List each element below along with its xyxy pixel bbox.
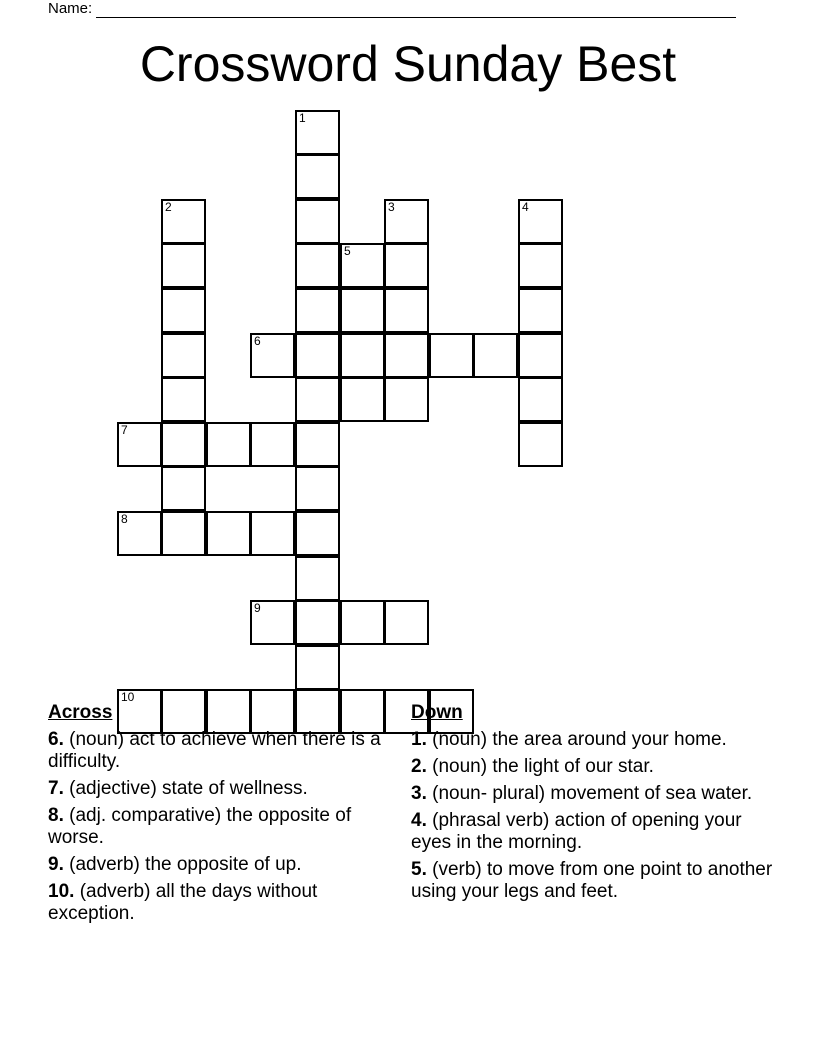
clue-number: 7.: [48, 778, 64, 799]
grid-cell[interactable]: [161, 288, 206, 333]
grid-cell[interactable]: [295, 333, 340, 378]
grid-cell[interactable]: [429, 333, 474, 378]
clue-number-label: 4: [522, 200, 529, 214]
clue-number: 3.: [411, 783, 427, 804]
grid-cell[interactable]: [250, 600, 295, 645]
grid-cell[interactable]: [161, 377, 206, 422]
grid-cell[interactable]: [340, 377, 385, 422]
clue-number: 9.: [48, 854, 64, 875]
grid-cell[interactable]: [161, 333, 206, 378]
grid-cell[interactable]: [384, 288, 429, 333]
grid-cell[interactable]: [206, 422, 251, 467]
grid-cell[interactable]: [295, 556, 340, 601]
grid-cell[interactable]: [473, 333, 518, 378]
clue-down-5: [411, 859, 781, 903]
grid-cell[interactable]: [295, 511, 340, 556]
grid-cell[interactable]: [295, 199, 340, 244]
clue-number: 1.: [411, 729, 427, 750]
clue-text: (adverb) the opposite of up.: [63, 854, 302, 875]
clue-number-label: 3: [388, 200, 395, 214]
clue-number-label: 2: [165, 200, 172, 214]
clue-across-6: [48, 729, 388, 773]
clue-text: (adverb) all the days without exception.: [48, 881, 318, 924]
clue-number-label: 6: [254, 334, 261, 348]
clue-number-label: 1: [299, 111, 306, 125]
grid-cell[interactable]: [384, 243, 429, 288]
clue-number: 2.: [411, 756, 427, 777]
grid-cell[interactable]: [295, 645, 340, 690]
across-heading: Across: [48, 702, 113, 723]
grid-cell[interactable]: [340, 333, 385, 378]
clue-across-9: [48, 854, 388, 876]
clue-across-7: [48, 778, 388, 800]
clue-number: 6.: [48, 729, 64, 750]
grid-cell[interactable]: [295, 288, 340, 333]
clue-number: 4.: [411, 810, 427, 831]
grid-cell[interactable]: [384, 600, 429, 645]
clue-number: 5.: [411, 859, 427, 880]
clue-number-label: 9: [254, 601, 261, 615]
clue-text: (noun) act to achieve when there is a difficulty.: [48, 729, 381, 772]
grid-cell[interactable]: [384, 377, 429, 422]
clue-down-3: [411, 783, 781, 805]
clue-number: 8.: [48, 805, 64, 826]
grid-cell[interactable]: [295, 110, 340, 155]
down-heading: Down: [411, 702, 463, 723]
grid-cell[interactable]: [295, 600, 340, 645]
clue-text: (noun- plural) movement of sea water.: [426, 783, 753, 804]
clue-text: (verb) to move from one point to another using your legs and feet.: [411, 859, 773, 902]
grid-cell[interactable]: [340, 288, 385, 333]
grid-cell[interactable]: [518, 422, 563, 467]
grid-cell[interactable]: [250, 333, 295, 378]
grid-cell[interactable]: [518, 333, 563, 378]
clue-down-4: [411, 810, 781, 854]
clue-number: 10.: [48, 881, 75, 902]
grid-cell[interactable]: [518, 199, 563, 244]
clue-across-8: [48, 805, 388, 849]
across-clues: [48, 702, 388, 930]
grid-cell[interactable]: [161, 243, 206, 288]
grid-cell[interactable]: [384, 333, 429, 378]
name-label: Name:: [48, 0, 93, 17]
clue-text: (adjective) state of wellness.: [63, 778, 308, 799]
clue-text: (adj. comparative) the opposite of worse.: [48, 805, 352, 848]
clue-down-1: [411, 729, 781, 751]
grid-cell[interactable]: [117, 422, 162, 467]
grid-cell[interactable]: [161, 511, 206, 556]
down-clues: [411, 702, 781, 908]
grid-cell[interactable]: [518, 377, 563, 422]
grid-cell[interactable]: [117, 511, 162, 556]
grid-cell[interactable]: [340, 243, 385, 288]
page-title: Crossword Sunday Best: [139, 36, 677, 92]
clue-number-label: 5: [344, 244, 351, 258]
grid-cell[interactable]: [206, 511, 251, 556]
clue-text: (noun) the area around your home.: [426, 729, 727, 750]
clue-text: (phrasal verb) action of opening your eyes in the morning.: [411, 810, 742, 853]
grid-cell[interactable]: [161, 466, 206, 511]
grid-cell[interactable]: [295, 377, 340, 422]
grid-cell[interactable]: [518, 243, 563, 288]
clue-number-label: 7: [121, 423, 128, 437]
grid-cell[interactable]: [295, 422, 340, 467]
grid-cell[interactable]: [295, 243, 340, 288]
clue-text: (noun) the light of our star.: [426, 756, 654, 777]
clue-down-2: [411, 756, 781, 778]
grid-cell[interactable]: [295, 466, 340, 511]
grid-cell[interactable]: [518, 288, 563, 333]
grid-cell[interactable]: [295, 154, 340, 199]
grid-cell[interactable]: [340, 600, 385, 645]
grid-cell[interactable]: [161, 199, 206, 244]
grid-cell[interactable]: [384, 199, 429, 244]
clue-number-label: 8: [121, 512, 128, 526]
clue-number-label: 10: [121, 690, 135, 704]
grid-cell[interactable]: [161, 422, 206, 467]
clue-across-10: [48, 881, 388, 925]
grid-cell[interactable]: [250, 422, 295, 467]
grid-cell[interactable]: [250, 511, 295, 556]
